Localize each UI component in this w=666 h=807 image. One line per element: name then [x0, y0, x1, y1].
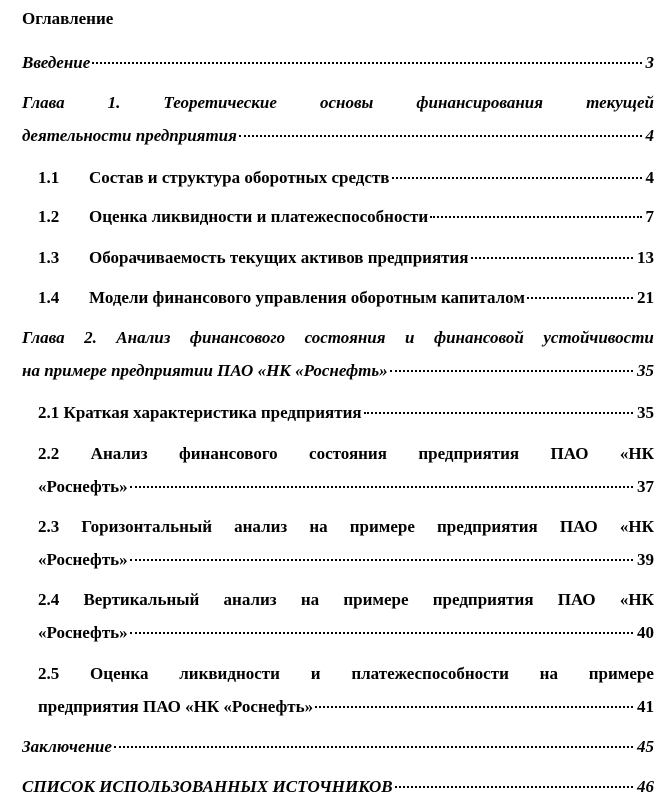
- entry-text: «Роснефть»: [38, 550, 128, 569]
- section-number: 1.1: [38, 168, 60, 187]
- word: примере: [588, 664, 654, 683]
- word: Вертикальный: [83, 590, 200, 609]
- word: 2.3: [38, 517, 60, 536]
- word: ПАО: [557, 590, 596, 609]
- dot-leader: [527, 297, 633, 299]
- toc-title: Оглавление: [22, 9, 114, 28]
- word: Глава: [22, 93, 65, 112]
- word: Горизонтальный: [81, 517, 213, 536]
- page-number: 4: [645, 126, 654, 145]
- word: основы: [319, 93, 374, 112]
- section-number: 1.4: [38, 288, 60, 307]
- dot-leader: [364, 412, 633, 414]
- page-number: 4: [645, 168, 654, 187]
- word: текущей: [586, 93, 654, 112]
- page-number: 46: [637, 777, 654, 796]
- page-number: 40: [637, 623, 654, 642]
- toc-entry-sources[interactable]: [22, 776, 654, 798]
- page-number: 3: [645, 53, 654, 72]
- word: ПАО: [559, 517, 598, 536]
- dot-leader: [130, 559, 633, 561]
- word: на: [539, 664, 558, 683]
- entry-text: предприятия ПАО «НК «Роснефть»: [38, 697, 314, 716]
- entry-line-1: [38, 516, 654, 538]
- toc-entry-section-2-2[interactable]: [38, 443, 654, 498]
- word: предприятия: [432, 590, 534, 609]
- word: и: [404, 328, 415, 347]
- word: на: [309, 517, 328, 536]
- entry-text: СПИСОК ИСПОЛЬЗОВАННЫХ ИСТОЧНИКОВ: [22, 777, 393, 796]
- entry-line-1: [22, 327, 654, 349]
- word: анализ: [223, 590, 277, 609]
- entry-line-1: [22, 92, 654, 114]
- entry-line-1: [38, 589, 654, 611]
- entry-text: Оценка ликвидности и платежеспособности: [89, 207, 429, 226]
- word: Анализ: [116, 328, 171, 347]
- entry-text: Оборачиваемость текущих активов предприятия: [89, 248, 469, 267]
- page-number: 45: [637, 737, 654, 756]
- entry-text: Заключение: [22, 737, 112, 756]
- section-number: 1.2: [38, 207, 60, 226]
- word: 2.4: [38, 590, 60, 609]
- toc-entry-introduction[interactable]: [22, 52, 654, 74]
- word: Оценка: [90, 664, 149, 683]
- toc-entry-section-2-5[interactable]: [38, 663, 654, 718]
- page-number: 35: [637, 403, 654, 422]
- toc-entry-section-1-1[interactable]: [38, 167, 654, 189]
- dot-leader: [92, 62, 641, 64]
- page-number: 39: [637, 550, 654, 569]
- word: Анализ: [90, 444, 148, 463]
- word: ликвидности: [179, 664, 280, 683]
- dot-leader: [471, 257, 634, 259]
- page-number: 41: [637, 697, 654, 716]
- dot-leader: [130, 632, 633, 634]
- word: платежеспособности: [351, 664, 509, 683]
- word: финансового: [178, 444, 278, 463]
- word: «НК: [619, 517, 654, 536]
- dot-leader: [395, 786, 633, 788]
- word: предприятия: [418, 444, 520, 463]
- word: Теоретические: [163, 93, 277, 112]
- word: «НК: [619, 590, 654, 609]
- word: финансирования: [416, 93, 544, 112]
- entry-line-1: [38, 443, 654, 465]
- dot-leader: [315, 706, 633, 708]
- word: предприятия: [437, 517, 538, 536]
- toc-entry-chapter-1[interactable]: [22, 92, 654, 147]
- dot-leader: [114, 746, 633, 748]
- word: на: [300, 590, 320, 609]
- entry-text: деятельности предприятия: [22, 126, 237, 145]
- toc-entry-section-1-3[interactable]: [38, 247, 654, 269]
- toc-entry-section-1-2[interactable]: [38, 206, 654, 228]
- entry-text: 2.1 Краткая характеристика предприятия: [38, 403, 362, 422]
- page-number: 21: [637, 288, 654, 307]
- toc-entry-conclusion[interactable]: [22, 736, 654, 758]
- entry-text: Введение: [22, 53, 91, 72]
- word: состояния: [304, 328, 386, 347]
- word: устойчивости: [543, 328, 654, 347]
- word: 2.5: [38, 664, 60, 683]
- toc-entry-chapter-2[interactable]: [22, 327, 654, 382]
- word: 2.: [84, 328, 97, 347]
- word: финансового: [189, 328, 286, 347]
- dot-leader: [430, 216, 641, 218]
- word: Глава: [22, 328, 65, 347]
- toc-entry-section-2-4[interactable]: [38, 589, 654, 644]
- word: 1.: [107, 93, 121, 112]
- page-number: 35: [637, 361, 654, 380]
- section-number: 1.3: [38, 248, 60, 267]
- word: примере: [343, 590, 409, 609]
- toc-entry-section-2-1[interactable]: [38, 402, 654, 424]
- word: примере: [349, 517, 415, 536]
- word: анализ: [234, 517, 288, 536]
- toc-entry-section-2-3[interactable]: [38, 516, 654, 571]
- page-number: 37: [637, 477, 654, 496]
- entry-text: Состав и структура оборотных средств: [89, 168, 390, 187]
- entry-text: на примере предприятии ПАО «НК «Роснефть»: [22, 361, 388, 380]
- entry-text: «Роснефть»: [38, 623, 128, 642]
- entry-text: Модели финансового управления оборотным капиталом: [89, 288, 525, 307]
- word: состояния: [309, 444, 387, 463]
- page-number: 7: [645, 207, 654, 226]
- dot-leader: [392, 177, 642, 179]
- dot-leader: [390, 370, 633, 372]
- word: финансовой: [433, 328, 524, 347]
- entry-text: «Роснефть»: [38, 477, 128, 496]
- word: 2.2: [38, 444, 60, 463]
- toc-entry-section-1-4[interactable]: [38, 287, 654, 309]
- word: ПАО: [550, 444, 589, 463]
- word: и: [310, 664, 321, 683]
- page-number: 13: [637, 248, 654, 267]
- dot-leader: [130, 486, 633, 488]
- entry-line-1: [38, 663, 654, 685]
- word: «НК: [619, 444, 654, 463]
- dot-leader: [239, 135, 642, 137]
